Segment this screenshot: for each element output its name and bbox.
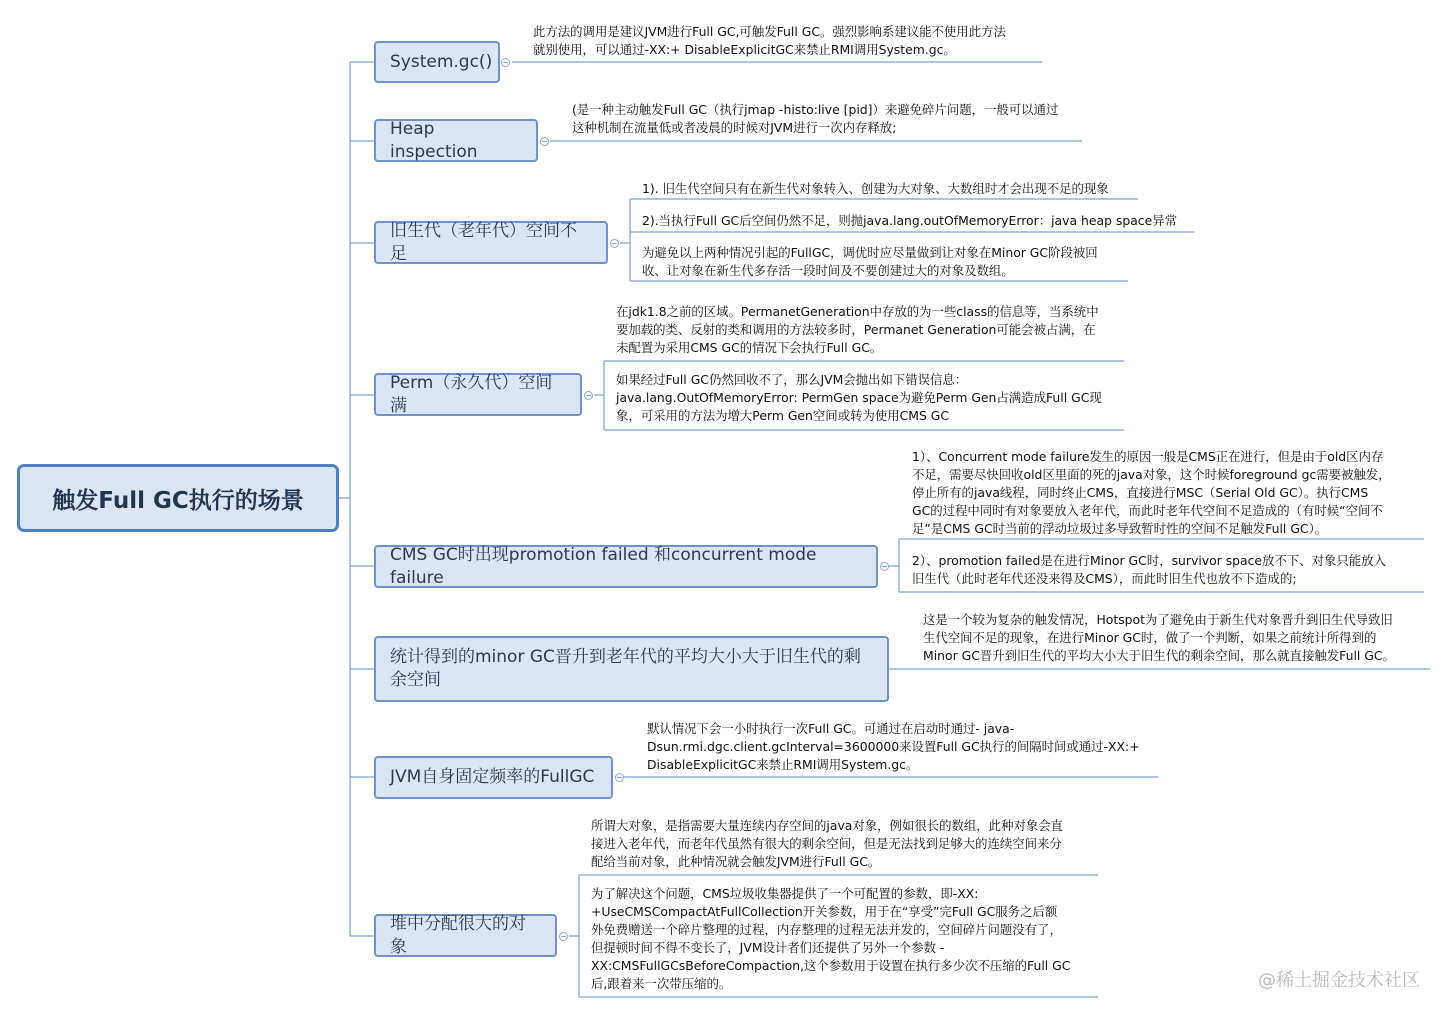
collapse-toggle-icon[interactable]	[880, 562, 889, 571]
note-fixed-frequency: 默认情况下会一小时执行一次Full GC。可通过在启动时通过- java- Dsun.rmi.dgc.client.gcInterval=3600000来设置Full GC执行的间隔时间或通过-XX:+ DisableExplicitGC来禁止RMI调用System.gc。	[647, 721, 1140, 772]
topic-minor-gc-promotion[interactable]	[374, 636, 889, 702]
topic-system-gc[interactable]	[374, 41, 500, 83]
topic-heap-inspection[interactable]	[374, 119, 538, 162]
collapse-toggle-icon[interactable]	[501, 58, 510, 67]
note-large-object-2: 为了解决这个问题，CMS垃圾收集器提供了一个可配置的参数，即-XX: +UseCMSCompactAtFullCollection开关参数，用于在“享受”完Full GC服务之后额 外免费赠送一个碎片整理的过程，内存整理的过程无法并发的，空间碎片问题没有了， 但提顿时间不得不变长了，JVM设计者们还提供了另外一个参数 - XX:CMSFullGCsBeforeCompaction,这个参数用于设置在执行多少次不压缩的Full GC 后,跟着来一次带压缩的。	[591, 886, 1071, 991]
root-topic[interactable]	[17, 464, 339, 532]
root-label: 触发Full GC执行的场景	[52, 487, 304, 514]
topic-cms-failure[interactable]	[374, 545, 878, 588]
topic-label: CMS GC时出现promotion failed 和concurrent mode failure	[390, 544, 817, 588]
note-cms-2: 2）、promotion failed是在进行Minor GC时，survivor space放不下、对象只能放入 旧生代（此时老年代还没来得及CMS），而此时旧生代也放不下造成的;	[912, 553, 1386, 586]
note-old-gen-1: 1). 旧生代空间只有在新生代对象转入、创建为大对象、大数组时才会出现不足的现象	[642, 181, 1109, 196]
collapse-toggle-icon[interactable]	[615, 773, 624, 782]
note-old-gen-2: 2).当执行Full GC后空间仍然不足，则抛java.lang.outOfMemoryError：java heap space异常	[642, 213, 1177, 228]
note-large-object-1: 所谓大对象，是指需要大量连续内存空间的java对象，例如很长的数组，此种对象会直 接进入老年代，而老年代虽然有很大的剩余空间，但是无法找到足够大的连续空间来分 配给当前对象，此种情况就会触发JVM进行Full GC。	[591, 818, 1064, 869]
topic-fixed-frequency[interactable]	[374, 756, 613, 799]
watermark: @稀土掘金技术社区	[1258, 970, 1420, 991]
note-old-gen-3: 为避免以上两种情况引起的FullGC，调优时应尽量做到让对象在Minor GC阶段被回 收、让对象在新生代多存活一段时间及不要创建过大的对象及数组。	[642, 245, 1098, 278]
topic-label: 统计得到的minor GC晋升到老年代的平均大小大于旧生代的剩余空间	[390, 647, 861, 690]
collapse-toggle-icon[interactable]	[559, 932, 568, 941]
topic-large-object[interactable]	[374, 914, 557, 957]
collapse-toggle-icon[interactable]	[540, 137, 549, 146]
topic-label: 旧生代（老年代）空间不足	[390, 220, 577, 264]
topic-old-gen-insufficient[interactable]	[374, 221, 608, 264]
collapse-toggle-icon[interactable]	[584, 391, 593, 400]
topic-perm-full[interactable]	[374, 373, 582, 416]
note-perm-1: 在jdk1.8之前的区域。PermanetGeneration中存放的为一些class的信息等，当系统中 要加载的类、反射的类和调用的方法较多时，Permanet Generation可能会被占满，在 未配置为采用CMS GC的情况下会执行Full GC。	[616, 304, 1099, 355]
topic-label: 堆中分配很大的对象	[390, 913, 526, 957]
collapse-toggle-icon[interactable]	[610, 239, 619, 248]
note-perm-2: 如果经过Full GC仍然回收不了，那么JVM会抛出如下错误信息： java.lang.OutOfMemoryError: PermGen space为避免Perm Gen占满造成Full GC现 象，可采用的方法为增大Perm Gen空间或转为使用CMS GC	[616, 372, 1102, 423]
note-system-gc: 此方法的调用是建议JVM进行Full GC,可触发Full GC。强烈影响系建议能不使用此方法 就别使用，可以通过-XX:+ DisableExplicitGC来禁止RMI调用System.gc。	[533, 24, 1006, 57]
note-cms-1: 1）、Concurrent mode failure发生的原因一般是CMS正在进行，但是由于old区内存 不足，需要尽快回收old区里面的死的java对象，这个时候foreground gc需要被触发， 停止所有的java线程，同时终止CMS，直接进行MSC（Serial Old GC）。执行CMS GC的过程中同时有对象要放入老年代，而此时老年代空间不足造成的（有时候“空间不 足”是CMS GC时当前的浮动垃圾过多导致暂时性的空间不足触发Full GC）。	[912, 449, 1391, 536]
topic-label: Perm（永久代）空间满	[390, 372, 553, 416]
topic-label: JVM自身固定频率的FullGC	[390, 767, 595, 787]
topic-label: System.gc()	[390, 51, 493, 72]
note-heap-inspection: (是一种主动触发Full GC（执行jmap -histo:live [pid]）来避免碎片问题，一般可以通过 这种机制在流量低或者凌晨的时候对JVM进行一次内存释放;	[572, 102, 1059, 135]
note-minor-gc: 这是一个较为复杂的触发情况，Hotspot为了避免由于新生代对象晋升到旧生代导致旧 生代空间不足的现象，在进行Minor GC时，做了一个判断，如果之前统计所得到的 Minor GC晋升到旧生代的平均大小大于旧生代的剩余空间，那么就直接触发Full GC。	[923, 612, 1395, 663]
topic-label: Heap inspection	[390, 118, 478, 162]
